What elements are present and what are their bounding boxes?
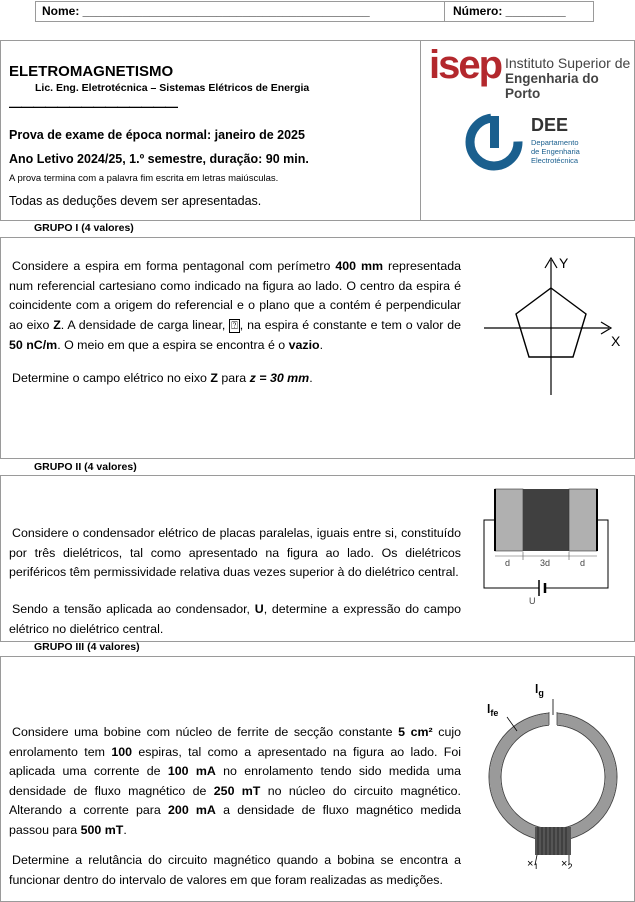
isep-logo (427, 43, 632, 101)
exam-info-box (0, 40, 635, 221)
separator-rule: —————————————— (9, 99, 177, 114)
exam-note: A prova termina com a palavra fim escrita em letras maiúsculas. (9, 173, 279, 184)
dimension-3d: 3d (540, 558, 551, 568)
isep-logo-word: isep (429, 43, 502, 87)
voltage-label: U (529, 596, 536, 606)
dimension-d-right: d (580, 558, 586, 568)
group-3-statement: Considere uma bobine com núcleo de ferrite de secção constante 5 cm² cujo enrolamento tem 100 espiras, tal como a apresentado na figura ao lado. Foi aplicada uma corrente de 100 mA no enrolamento tendo sido medida uma densidade de fluxo magnético de 250 mT no núcleo do circuito magnético. Alterando a corrente para 200 mA a densidade de fluxo magnético medida passou para 500 mT. (9, 725, 462, 837)
dee-logo (463, 111, 583, 173)
capacitor-figure (481, 486, 621, 616)
group-2-statement: Considere o condensador elétrico de placas paralelas, iguais entre si, constituído por três dielétricos, tal como apresentado na figura ao lado. Os dielétricos periféricos têm permissividade relativa duas vezes superior à do dielétrico central. (9, 526, 461, 579)
group-2-box (0, 475, 635, 642)
group-1-statement: Considere a espira em forma pentagonal com perímetro 400 mm representada num referencial cartesiano como indicado na figura ao lado. O centro da espira é coincidente com a origem do referencial e o plano que a contém é perpendicular ao eixo Z. A densidade de carga linear, ⍰ , na espira é constante e tem o valor de 50 nC/m. O meio em que a espira se encontra é o vazio. (9, 259, 462, 352)
lfe-label: $l_{fe}$ (487, 702, 499, 718)
name-field[interactable] (36, 2, 445, 21)
group-1-box (0, 237, 635, 459)
pentagon-figure (479, 250, 629, 400)
group-2-title: GRUPO II (4 valores) (34, 461, 137, 473)
toroid-figure (481, 679, 631, 869)
name-number-header (35, 1, 594, 22)
name-label: Nome: ___________________________________________ (42, 4, 370, 18)
dimension-d-left: d (505, 558, 511, 568)
x-axis-label: X (611, 333, 621, 349)
isep-logo-line1: Instituto Superior de (505, 55, 631, 71)
exam-info-divider (420, 41, 421, 220)
group-3-question: Determine a relutância do circuito magnético quando a bobina se encontra a funcionar dentro do intervalo de valores em que foram realizadas as medições. (9, 853, 461, 887)
dee-logo-mark (463, 111, 525, 173)
lg-label: $l_g$ (535, 682, 544, 698)
group-3-title: GRUPO III (4 valores) (34, 641, 140, 653)
dee-logo-line3: Electrotécnica (531, 156, 579, 165)
course-title: ELETROMAGNETISMO (9, 63, 174, 80)
terminal-2-label: $\times_2$ (561, 858, 573, 869)
dee-logo-line1: Departamento (531, 138, 579, 147)
academic-year: Ano Letivo 2024/25, 1.º semestre, duração: 90 min. (9, 152, 309, 166)
group-3-box (0, 656, 635, 902)
group-1-title: GRUPO I (4 valores) (34, 222, 134, 234)
group-1-question: Determine o campo elétrico no eixo Z para z = 30 mm. (12, 371, 313, 385)
deductions-note: Todas as deduções devem ser apresentadas. (9, 194, 262, 208)
isep-logo-line2: Engenharia do Porto (505, 71, 599, 101)
dee-logo-word: DEE (531, 115, 569, 135)
program-name: Lic. Eng. Eletrotécnica – Sistemas Elétricos de Energia (35, 82, 310, 94)
y-axis-label: Y (559, 255, 569, 271)
terminal-1-label: $\times_1$ (527, 858, 539, 869)
number-label: Número: _________ (453, 4, 566, 18)
exam-title: Prova de exame de época normal: janeiro de 2025 (9, 128, 305, 142)
dee-logo-line2: de Engenharia (531, 147, 580, 156)
group-2-question: Sendo a tensão aplicada ao condensador, U, determine a expressão do campo elétrico no dielétrico central. (9, 602, 462, 636)
